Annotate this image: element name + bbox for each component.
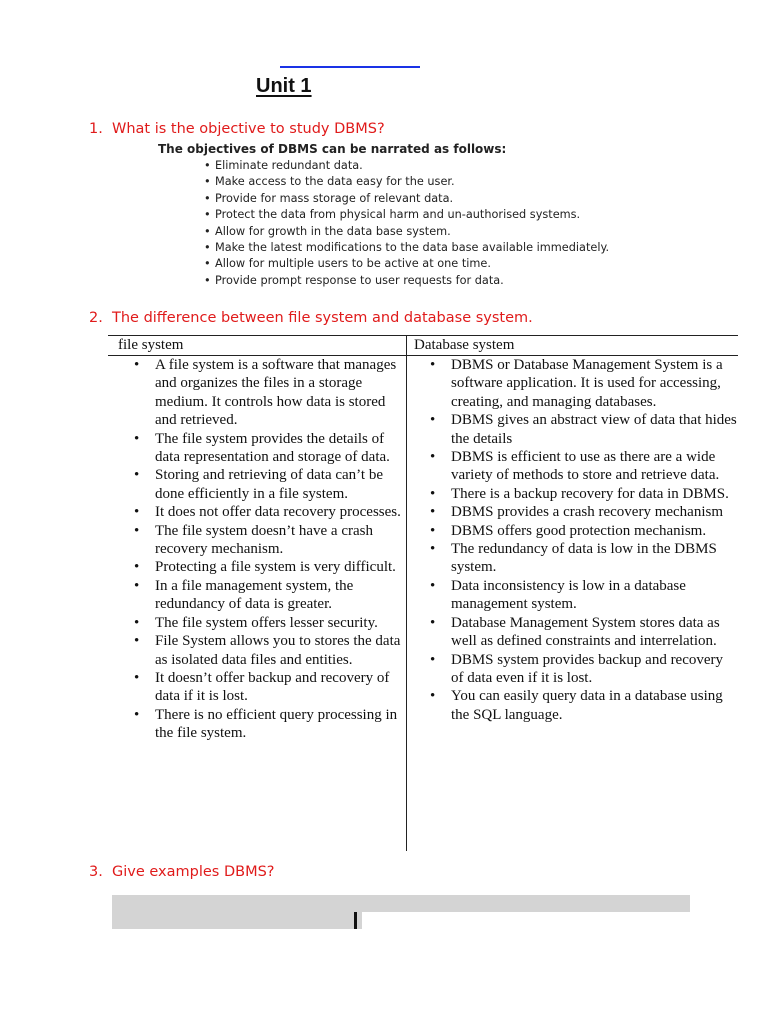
objectives-intro: The objectives of DBMS can be narrated as follows: bbox=[158, 142, 507, 156]
list-item: • Make access to the data easy for the user. bbox=[204, 174, 609, 190]
list-item: • Provide prompt response to user requests for data. bbox=[204, 273, 609, 289]
table-cell-item: • Database Management System stores data as well as defined constraints and interrelation. bbox=[430, 614, 738, 651]
table-top-border bbox=[108, 335, 738, 336]
question-1 bbox=[89, 121, 385, 137]
question-2 bbox=[89, 310, 533, 326]
answer-text-area[interactable] bbox=[112, 895, 690, 912]
answer-text-area-line[interactable] bbox=[112, 912, 362, 929]
list-item: • Eliminate redundant data. bbox=[204, 158, 609, 174]
list-item: • Allow for growth in the data base system. bbox=[204, 224, 609, 240]
table-cell-item: • DBMS system provides backup and recovery of data even if it is lost. bbox=[430, 651, 738, 688]
table-cell-item: • The file system provides the details of data representation and storage of data. bbox=[134, 430, 402, 467]
table-cell-item: • You can easily query data in a database using the SQL language. bbox=[430, 687, 738, 724]
table-cell-item: • File System allows you to stores the data as isolated data files and entities. bbox=[134, 632, 402, 669]
table-cell-item: • Protecting a file system is very difficult. bbox=[134, 558, 402, 576]
table-cell-item: • Data inconsistency is low in a database management system. bbox=[430, 577, 738, 614]
table-cell-item: • The redundancy of data is low in the DBMS system. bbox=[430, 540, 738, 577]
objectives-list bbox=[204, 158, 609, 289]
table-cell-item: • DBMS is efficient to use as there are a wide variety of methods to store and retrieve data. bbox=[430, 448, 738, 485]
list-item: • Protect the data from physical harm and un-authorised systems. bbox=[204, 207, 609, 223]
table-cell-item: • The file system offers lesser security. bbox=[134, 614, 402, 632]
database-system-points bbox=[430, 356, 738, 724]
column-header-database-system: Database system bbox=[414, 337, 515, 353]
list-item: • Make the latest modifications to the data base available immediately. bbox=[204, 240, 609, 256]
question-number: 3. bbox=[89, 864, 103, 880]
page-title: Unit 1 bbox=[256, 75, 312, 97]
text-cursor bbox=[354, 912, 357, 929]
table-cell-item: • DBMS or Database Management System is a software application. It is used for accessing, creating, and managing databases. bbox=[430, 356, 738, 411]
table-cell-item: • Storing and retrieving of data can’t be done efficiently in a file system. bbox=[134, 466, 402, 503]
question-number: 1. bbox=[89, 121, 103, 137]
table-cell-item: • In a file management system, the redundancy of data is greater. bbox=[134, 577, 402, 614]
question-number: 2. bbox=[89, 310, 103, 326]
table-cell-item: • It doesn’t offer backup and recovery of data if it is lost. bbox=[134, 669, 402, 706]
table-cell-item: • There is no efficient query processing in the file system. bbox=[134, 706, 402, 743]
table-cell-item: • DBMS offers good protection mechanism. bbox=[430, 522, 738, 540]
column-header-file-system: file system bbox=[118, 337, 184, 353]
file-system-points bbox=[134, 356, 402, 743]
table-cell-item: • DBMS gives an abstract view of data that hides the details bbox=[430, 411, 738, 448]
question-text: What is the objective to study DBMS? bbox=[112, 121, 385, 137]
table-cell-item: • There is a backup recovery for data in DBMS. bbox=[430, 485, 738, 503]
question-3 bbox=[89, 864, 274, 880]
table-cell-item: • A file system is a software that manages and organizes the files in a storage medium. It controls how data is stored and retrieved. bbox=[134, 356, 402, 430]
comparison-table bbox=[108, 335, 738, 853]
table-column-divider bbox=[406, 335, 407, 851]
list-item: • Provide for mass storage of relevant data. bbox=[204, 191, 609, 207]
question-text: Give examples DBMS? bbox=[112, 864, 275, 880]
table-cell-item: • It does not offer data recovery processes. bbox=[134, 503, 402, 521]
top-rule bbox=[280, 66, 420, 68]
list-item: • Allow for multiple users to be active at one time. bbox=[204, 256, 609, 272]
table-cell-item: • DBMS provides a crash recovery mechanism bbox=[430, 503, 738, 521]
question-text: The difference between file system and database system. bbox=[112, 310, 533, 326]
table-cell-item: • The file system doesn’t have a crash recovery mechanism. bbox=[134, 522, 402, 559]
